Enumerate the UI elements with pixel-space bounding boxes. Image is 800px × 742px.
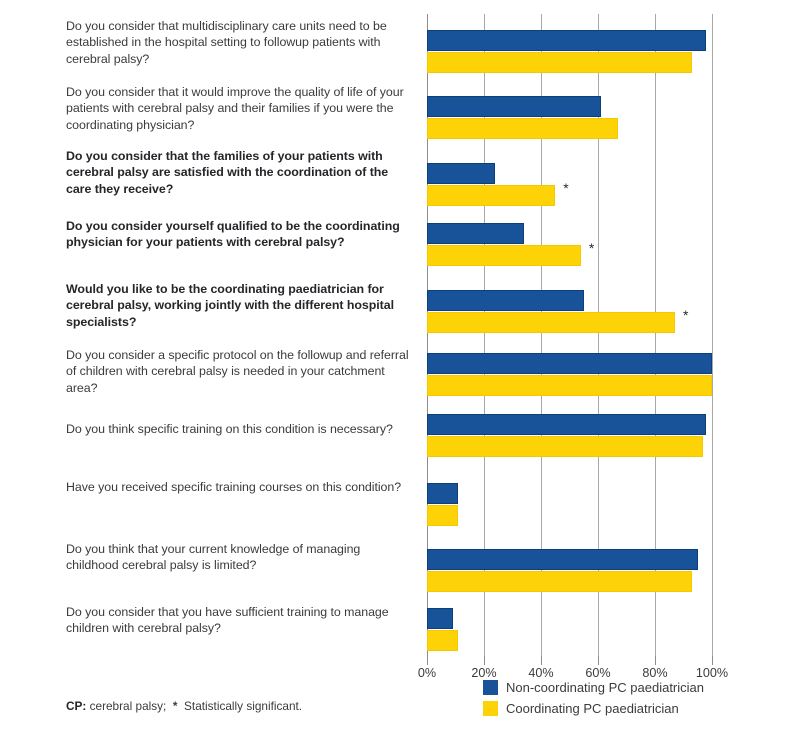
bar-coordinating-1 (427, 52, 692, 73)
footnote-star-text: Statistically significant. (184, 699, 303, 713)
x-tick-label-60: 60% (585, 666, 611, 680)
x-tick-0 (427, 656, 428, 665)
legend-swatch-yellow-icon (483, 701, 498, 716)
footnote-abbrev: CP: (66, 699, 87, 713)
bar-coordinating-2 (427, 118, 618, 139)
bar-non-coordinating-2 (427, 96, 601, 117)
question-label-6: Do you consider a specific protocol on the followup and referral of children with cerebral palsy is needed in your catchment area? (66, 348, 409, 395)
significance-star-icon-5: * (682, 307, 689, 323)
legend-swatch-blue-icon (483, 680, 498, 695)
legend-item-1 (483, 677, 783, 698)
bar-coordinating-5 (427, 312, 675, 333)
x-tick-label-80: 80% (642, 666, 668, 680)
bar-coordinating-10 (427, 630, 458, 651)
question-label-9: Do you think that your current knowledge of managing childhood cerebral palsy is limited? (66, 542, 361, 573)
bar-coordinating-7 (427, 436, 703, 457)
legend-item-2 (483, 698, 783, 719)
footnote-star-icon: * (172, 699, 178, 713)
legend (483, 677, 783, 719)
question-label-3: Do you consider that the families of your patients with cerebral palsy are satisfied with the coordination of the care they receive? (66, 149, 389, 196)
question-label-8: Have you received specific training courses on this condition? (66, 480, 402, 494)
bar-coordinating-8 (427, 505, 458, 526)
bar-non-coordinating-1 (427, 30, 706, 51)
x-tick-label-40: 40% (528, 666, 554, 680)
bar-non-coordinating-6 (427, 353, 712, 374)
x-tick-80 (655, 656, 656, 665)
bar-non-coordinating-8 (427, 483, 458, 504)
bar-non-coordinating-4 (427, 223, 524, 244)
bar-non-coordinating-7 (427, 414, 706, 435)
legend-label-1: Non-coordinating PC paediatrician (506, 680, 705, 695)
bar-coordinating-6 (427, 375, 712, 396)
gridline-100 (712, 14, 713, 656)
bar-coordinating-3 (427, 185, 555, 206)
significance-star-icon-4: * (588, 240, 595, 256)
bar-coordinating-9 (427, 571, 692, 592)
bar-non-coordinating-3 (427, 163, 495, 184)
x-tick-label-100: 100% (695, 666, 729, 680)
significance-star-icon-3: * (563, 180, 569, 196)
question-label-7: Do you think specific training on this condition is necessary? (66, 422, 393, 436)
x-tick-20 (484, 656, 485, 665)
question-label-4: Do you consider yourself qualified to be the coordinating physician for your patients with cerebral palsy? (66, 219, 400, 250)
legend-label-2: Coordinating PC paediatrician (506, 701, 679, 716)
x-tick-40 (541, 656, 542, 665)
question-label-2: Do you consider that it would improve the quality of life of your patients with cerebral palsy and their families if you were the coordinating physician? (66, 85, 404, 132)
x-tick-label-20: 20% (471, 666, 497, 680)
plot-area (427, 14, 712, 656)
x-tick-100 (712, 656, 713, 665)
x-tick-label-0: 0% (417, 666, 437, 680)
question-label-1: Do you consider that multidisciplinary care units need to be established in the hospital setting to followup patients with cerebral palsy? (66, 19, 387, 66)
footnote-abbrev-text: cerebral palsy; (86, 699, 167, 713)
bar-non-coordinating-5 (427, 290, 584, 311)
footnote (66, 699, 302, 713)
bar-coordinating-4 (427, 245, 581, 266)
question-label-10: Do you consider that you have sufficient training to manage children with cerebral palsy? (66, 605, 389, 636)
bar-non-coordinating-10 (427, 608, 453, 629)
question-labels-column (0, 0, 418, 660)
question-label-5: Would you like to be the coordinating paediatrician for cerebral palsy, working jointly with the different hospital specialists? (66, 282, 394, 329)
x-tick-60 (598, 656, 599, 665)
bar-non-coordinating-9 (427, 549, 698, 570)
